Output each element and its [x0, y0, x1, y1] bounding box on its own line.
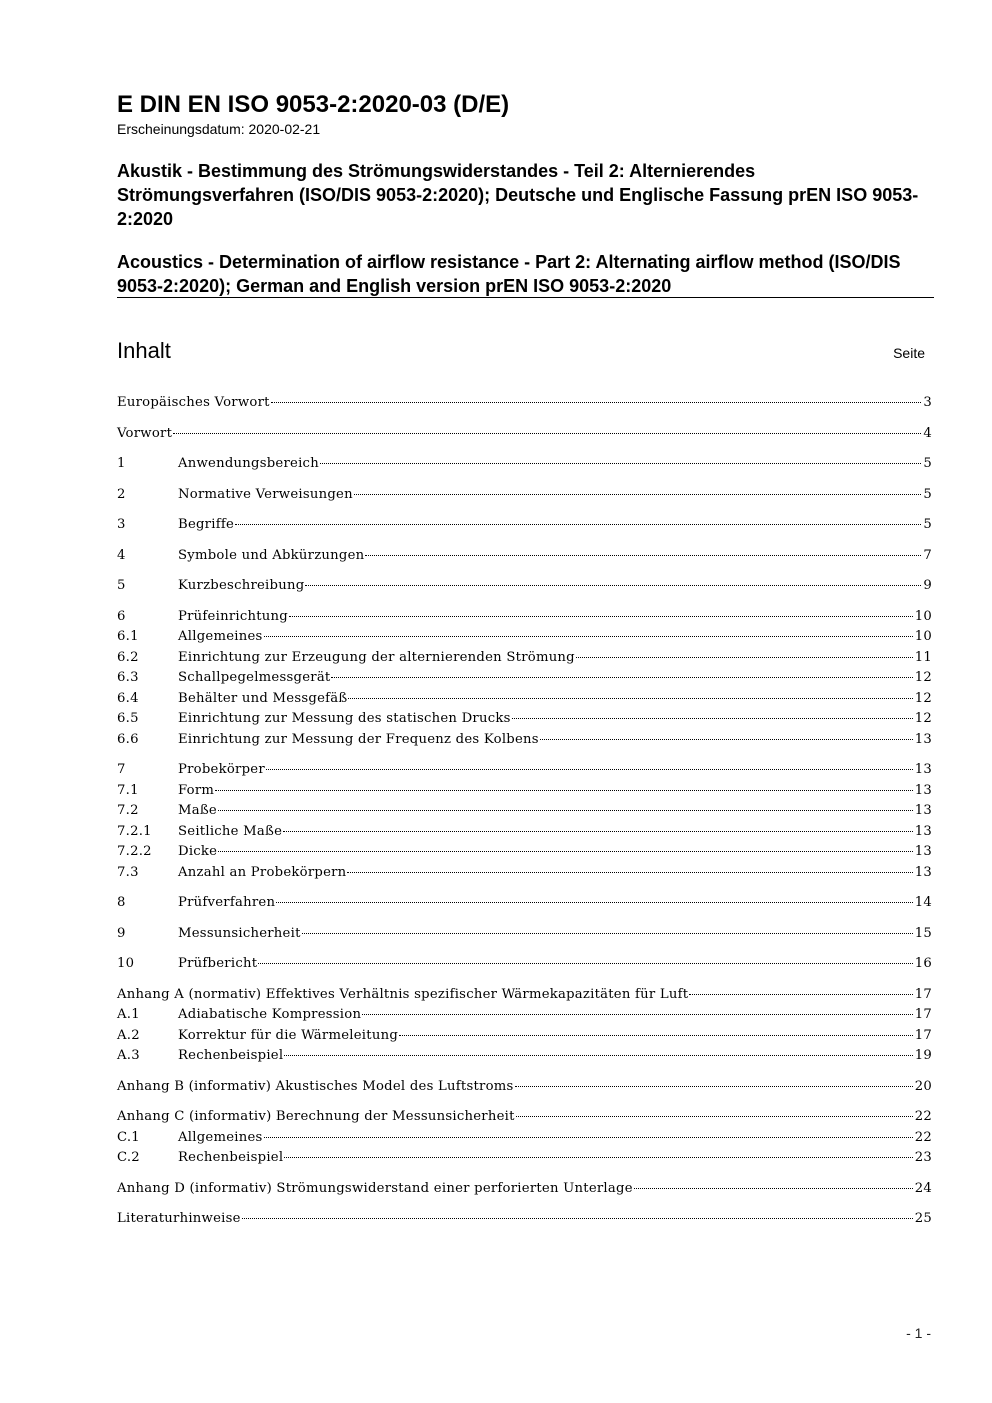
toc-dot-leader [320, 463, 921, 464]
toc-entry-title: Einrichtung zur Messung der Frequenz des Kolbens [178, 731, 539, 747]
toc-entry-page: 5 [923, 486, 932, 502]
toc-dot-leader [284, 1157, 912, 1158]
toc-entry[interactable] [117, 546, 932, 567]
toc-entry-number: 6.2 [117, 649, 139, 665]
toc-entry-title: Einrichtung zur Erzeugung der alternierenden Strömung [178, 649, 575, 665]
toc-entry-number: 1 [117, 456, 126, 471]
toc-entry-page: 3 [923, 395, 932, 410]
toc-entry-number: 6.5 [117, 711, 139, 726]
toc-dot-leader [284, 1055, 912, 1056]
toc-entry[interactable] [117, 576, 932, 597]
toc-entry-title: Seitliche Maße [178, 823, 283, 839]
toc-dot-leader [276, 902, 913, 903]
toc-entry[interactable] [117, 689, 932, 710]
toc-dot-leader [271, 402, 922, 403]
toc-entry-number: 6.3 [117, 670, 139, 685]
toc-entry-title: Maße [178, 803, 217, 818]
toc-entry-number: 7 [117, 762, 126, 777]
toc-entry-number: 2 [117, 486, 126, 502]
toc-entry-title: Probekörper [178, 762, 265, 777]
toc-entry-title: Adiabatische Kompression [178, 1007, 362, 1022]
toc-entry-title: Dicke [178, 844, 218, 859]
toc-entry-title: Anzahl an Probekörpern [178, 864, 347, 880]
toc-entry-title: Allgemeines [178, 1129, 263, 1145]
toc-entry-title: Einrichtung zur Messung des statischen Drucks [178, 711, 511, 726]
toc-entry-title: Europäisches Vorwort [117, 395, 270, 410]
toc-entry-page: 17 [914, 986, 932, 1002]
toc-entry-number: 8 [117, 895, 126, 910]
toc-entry[interactable] [117, 781, 932, 802]
toc-entry-page: 23 [914, 1150, 932, 1165]
toc-entry[interactable] [117, 1005, 932, 1026]
toc-entry-number: 10 [117, 956, 135, 971]
toc-entry-number: 7.2.1 [117, 823, 152, 839]
toc-entry[interactable] [117, 1128, 932, 1149]
toc-entry-number: 6 [117, 608, 126, 624]
toc-entry-number: 7.2.2 [117, 844, 152, 859]
toc-entry[interactable] [117, 924, 932, 945]
toc-entry[interactable] [117, 954, 932, 975]
toc-dot-leader [354, 494, 922, 495]
toc-entry-page: 13 [914, 803, 932, 818]
toc-entry[interactable] [117, 822, 932, 843]
title-german: Akustik - Bestimmung des Strömungswiderstandes - Teil 2: Alternierendes Strömungsverfahren (ISO/DIS 9053-2:2020); Deutsche und Englische Fassung prEN ISO 9053-2:2020 [117, 161, 919, 229]
toc-entry-page: 17 [914, 1027, 932, 1043]
toc-entry-number: 7.2 [117, 803, 139, 818]
toc-entry-title: Allgemeines [178, 629, 263, 644]
toc-entry-number: 6.6 [117, 731, 139, 747]
toc-entry-number: C.2 [117, 1150, 140, 1165]
toc-entry[interactable] [117, 1179, 932, 1200]
toc-entry-number: 3 [117, 517, 126, 532]
toc-entry-title: Symbole und Abkürzungen [178, 547, 365, 563]
toc-entry-title: Prüfeinrichtung [178, 608, 288, 624]
toc-dot-leader [399, 1035, 913, 1036]
toc-entry-page: 17 [914, 1007, 932, 1022]
toc-entry-number: A.2 [117, 1027, 140, 1043]
toc-entry-page: 7 [923, 547, 932, 563]
toc-entry-page: 13 [914, 844, 932, 859]
toc-entry-page: 4 [923, 425, 932, 441]
toc-entry-number: A.3 [117, 1048, 140, 1063]
toc-dot-leader [515, 1086, 913, 1087]
toc-entry-page: 15 [914, 925, 932, 941]
toc-entry-title: Anhang A (normativ) Effektives Verhältnis spezifischer Wärmekapazitäten für Luft [117, 986, 689, 1002]
toc-entry-number: C.1 [117, 1129, 140, 1145]
toc-heading: Inhalt [117, 338, 171, 363]
toc-entry-page: 13 [914, 823, 932, 839]
toc-entry-number: 5 [117, 578, 126, 593]
toc-dot-leader [540, 739, 913, 740]
toc-entry[interactable] [117, 424, 932, 445]
toc-dot-leader [218, 851, 912, 852]
toc-entry-title: Schallpegelmessgerät [178, 670, 331, 685]
toc-entry-number: 7.1 [117, 782, 139, 798]
toc-entry-page: 10 [914, 629, 932, 644]
page-number: - 1 - [906, 1325, 931, 1341]
toc-dot-leader [576, 657, 913, 658]
toc-dot-leader [516, 1116, 913, 1117]
toc-entry-page: 14 [914, 895, 932, 910]
toc-entry[interactable] [117, 1026, 932, 1047]
toc-entry-page: 22 [914, 1129, 932, 1145]
toc-entry-page: 13 [914, 731, 932, 747]
toc-dot-leader [289, 616, 913, 617]
toc-entry[interactable] [117, 1209, 932, 1230]
toc-dot-leader [215, 790, 913, 791]
toc-entry-number: 9 [117, 925, 126, 941]
toc-entry-title: Anhang D (informativ) Strömungswiderstand einer perforierten Unterlage [117, 1180, 633, 1196]
toc-entry[interactable] [117, 893, 932, 914]
publication-date: Erscheinungsdatum: 2020-02-21 [117, 121, 321, 137]
toc-entry[interactable] [117, 709, 932, 730]
toc-entry-page: 25 [914, 1211, 932, 1226]
toc-entry-title: Form [178, 782, 215, 798]
toc-entry-page: 12 [914, 690, 932, 706]
toc-entry-title: Anwendungsbereich [178, 456, 319, 471]
toc-dot-leader [264, 1137, 913, 1138]
toc-entry-title: Messunsicherheit [178, 925, 301, 941]
toc-dot-leader [689, 994, 912, 995]
toc-entry-number: 7.3 [117, 864, 139, 880]
toc-entry-title: Prüfverfahren [178, 895, 276, 910]
toc-entry-title: Begriffe [178, 517, 235, 532]
toc-entry-title: Korrektur für die Wärmeleitung [178, 1027, 399, 1043]
toc-entry-number: A.1 [117, 1007, 140, 1022]
toc-dot-leader [362, 1014, 913, 1015]
toc-dot-leader [266, 769, 913, 770]
toc-entry[interactable] [117, 1077, 932, 1098]
toc-entry[interactable] [117, 1148, 932, 1169]
toc-entry[interactable] [117, 515, 932, 536]
toc-entry[interactable] [117, 863, 932, 884]
toc-entry-page: 5 [923, 456, 932, 471]
toc-dot-leader [242, 1218, 913, 1219]
toc-entry[interactable] [117, 1107, 932, 1128]
toc-dot-leader [258, 963, 912, 964]
toc-entry[interactable] [117, 648, 932, 669]
toc-entry-page: 22 [914, 1109, 932, 1124]
toc-entry-page: 20 [914, 1078, 932, 1094]
toc-dot-leader [305, 585, 921, 586]
table-of-contents [117, 393, 932, 1230]
toc-dot-leader [512, 718, 913, 719]
toc-entry[interactable] [117, 668, 932, 689]
toc-entry-number: 6.4 [117, 690, 139, 706]
toc-page-column-label: Seite [893, 345, 925, 361]
toc-dot-leader [283, 831, 913, 832]
toc-entry-page: 16 [914, 956, 932, 971]
toc-entry[interactable] [117, 454, 932, 475]
toc-entry[interactable] [117, 393, 932, 414]
toc-entry-page: 11 [914, 649, 932, 665]
toc-entry-title: Prüfbericht [178, 956, 258, 971]
toc-entry[interactable] [117, 607, 932, 628]
toc-entry-title: Literaturhinweise [117, 1211, 241, 1226]
toc-dot-leader [348, 698, 912, 699]
document-id: E DIN EN ISO 9053-2:2020-03 (D/E) [117, 91, 510, 118]
toc-dot-leader [347, 872, 912, 873]
title-divider [117, 297, 934, 298]
toc-dot-leader [302, 933, 913, 934]
toc-entry[interactable] [117, 1046, 932, 1067]
toc-entry-page: 10 [914, 608, 932, 624]
toc-entry-page: 12 [914, 711, 932, 726]
toc-entry[interactable] [117, 801, 932, 822]
toc-entry-title: Rechenbeispiel [178, 1150, 284, 1165]
toc-dot-leader [173, 433, 921, 434]
toc-entry-page: 13 [914, 864, 932, 880]
toc-entry-page: 24 [914, 1180, 932, 1196]
toc-entry-page: 9 [923, 578, 932, 593]
toc-entry-page: 13 [914, 782, 932, 798]
toc-dot-leader [331, 677, 912, 678]
toc-entry-title: Anhang C (informativ) Berechnung der Messunsicherheit [117, 1109, 515, 1124]
toc-entry-title: Normative Verweisungen [178, 486, 353, 502]
toc-entry-page: 12 [914, 670, 932, 685]
toc-dot-leader [264, 636, 913, 637]
toc-entry-title: Anhang B (informativ) Akustisches Model des Luftstroms [117, 1078, 514, 1094]
toc-entry-number: 4 [117, 547, 126, 563]
toc-entry[interactable] [117, 627, 932, 648]
toc-dot-leader [365, 555, 921, 556]
toc-entry-number: 6.1 [117, 629, 139, 644]
toc-dot-leader [235, 524, 921, 525]
toc-dot-leader [218, 810, 913, 811]
toc-entry-title: Rechenbeispiel [178, 1048, 284, 1063]
toc-entry-title: Vorwort [117, 425, 173, 441]
toc-entry[interactable] [117, 760, 932, 781]
toc-entry[interactable] [117, 485, 932, 506]
toc-entry[interactable] [117, 842, 932, 863]
toc-entry-page: 13 [914, 762, 932, 777]
toc-dot-leader [634, 1188, 913, 1189]
toc-entry-title: Kurzbeschreibung [178, 578, 305, 593]
toc-entry-page: 19 [914, 1048, 932, 1063]
toc-entry[interactable] [117, 730, 932, 751]
toc-entry[interactable] [117, 985, 932, 1006]
toc-entry-title: Behälter und Messgefäß [178, 690, 348, 706]
toc-entry-page: 5 [923, 517, 932, 532]
title-english: Acoustics - Determination of airflow resistance - Part 2: Alternating airflow method (ISO/DIS 9053-2:2020); German and English version prEN ISO 9053-2:2020 [117, 252, 901, 296]
